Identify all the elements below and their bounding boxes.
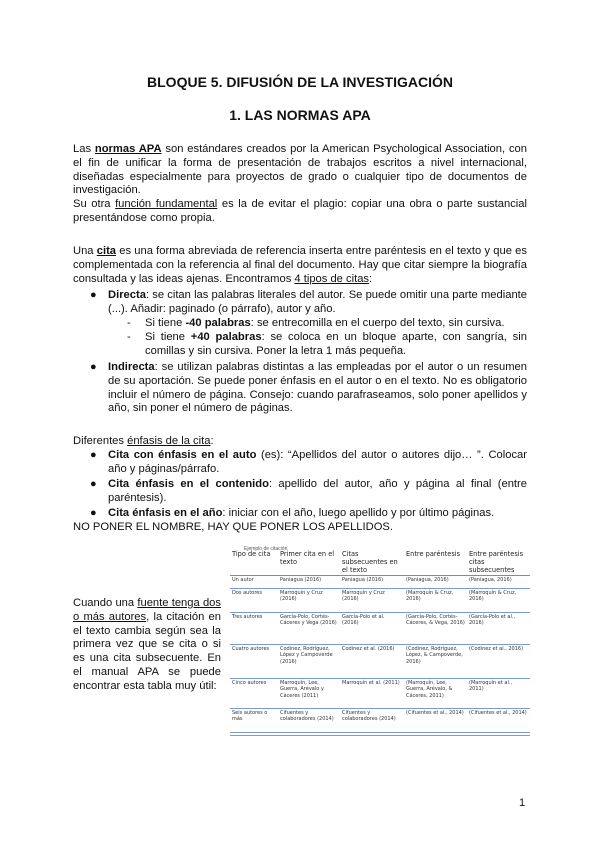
normas-apa-term: normas APA — [94, 143, 162, 155]
table-row — [230, 679, 530, 709]
table-cell: García-Polo, Cortés-Cáceres y Vega (2016) — [278, 613, 340, 645]
table-cell: (Cifuentes et al., 2014) — [467, 709, 530, 733]
directa-sub-2: Si tiene +40 palabras: se coloca en un bloque aparte, con sangría, sin comillas y sin cursiva. Poner la letra 1 más pequeña. — [145, 331, 527, 357]
table-cell: Codinez, Rodríguez, López y Campoverde (2016) — [278, 645, 340, 679]
table-cell: (Codinez, Rodríguez, López, & Campoverde, 2016) — [404, 645, 467, 679]
table-row — [230, 589, 530, 613]
table-cell: (Codinez et al., 2016) — [467, 645, 530, 679]
directa-item: Directa: se citan las palabras literales del autor. Se puede omitir una parte mediante (...). Añadir: paginado (o párrafo), autor y año. — [108, 289, 527, 315]
table-header-cell: Tipo de cita — [230, 549, 278, 576]
dash-icon: - — [127, 331, 131, 343]
table-row — [230, 645, 530, 679]
table-caption: Ejemplo de citación — [244, 546, 288, 552]
intro-paragraph: Las normas APA son estándares creados por la American Psychological Association, con el fin de unificar la forma de presentación de trabajos escritos a nivel internacional, diseñadas especialmente para proyectos de grado o cualquier tipo de documentos de investigación. Su otra función fundamental es la de evitar el plagio: copiar una obra o parte sustancial presentándose como propia. — [73, 143, 527, 224]
cita-paragraph: Una cita es una forma abreviada de referencia inserta entre paréntesis en el texto y que es complementada con la referencia al final del documento. Hay que citar siempre la biografía consultada y las ideas ajenas. Encontramos 4 tipos de citas: — [73, 245, 527, 285]
table-cell: (Paniagua, 2016) — [404, 576, 467, 589]
table-cell: Seis autores o más — [230, 709, 278, 733]
table-cell: (Marroquín & Cruz, 2016) — [404, 589, 467, 613]
cita-term: cita — [96, 245, 117, 257]
table-cell: (Marroquín, Lee, Guerra, Arévalo, & Cáceres, 2011) — [404, 679, 467, 709]
table-cell: Cinco autores — [230, 679, 278, 709]
table-cell: Paniagua (2016) — [340, 576, 404, 589]
dash-icon: - — [127, 317, 131, 329]
table-cell: (García-Polo, Cortés-Cáceres, & Vega, 2016) — [404, 613, 467, 645]
directa-sub-1: Si tiene -40 palabras: se entrecomilla en el cuerpo del texto, sin cursiva. — [145, 317, 505, 329]
page-number: 1 — [519, 797, 526, 809]
enfasis-anio-item: Cita énfasis en el año: iniciar con el año, luego apellido y por último páginas. — [108, 507, 495, 519]
table-cell: García-Polo et al. (2016) — [340, 613, 404, 645]
table-row — [230, 613, 530, 645]
table-row — [230, 709, 530, 733]
page-title: BLOQUE 5. DIFUSIÓN DE LA INVESTIGACIÓN — [147, 74, 453, 90]
section-title: 1. LAS NORMAS APA — [229, 107, 371, 123]
table-cell: (Cifuentes et al., 2014) — [404, 709, 467, 733]
table-header-row — [230, 549, 530, 576]
table-cell: Dos autores — [230, 589, 278, 613]
bullet-icon: ● — [90, 361, 97, 373]
table-header-cell: Entre paréntesis — [404, 549, 467, 576]
apellidos-note: NO PONER EL NOMBRE, HAY QUE PONER LOS APELLIDOS. — [73, 521, 393, 533]
bullet-icon: ● — [90, 507, 97, 519]
enfasis-contenido-item: Cita énfasis en el contenido: apellido del autor, año y página al final (entre paréntesis). — [108, 478, 527, 504]
table-cell: Marroquín, Lee, Guerra, Arévalo y Cáceres (2011) — [278, 679, 340, 709]
citation-table — [230, 549, 530, 733]
bullet-icon: ● — [90, 289, 97, 301]
indirecta-item: Indirecta: se utilizan palabras distintas a las empleadas por el autor o un resumen de su aportación. Se puede poner énfasis en el autor o en el texto. No es obligatorio incluir el número de página. Consejo: cuando parafraseamos, solo poner apellidos y año, sin poner el número de páginas. — [108, 361, 527, 415]
table-cell: Marroquín y Cruz (2016) — [340, 589, 404, 613]
table-cell: (Paniagua, 2016) — [467, 576, 530, 589]
table-cell: (Marroquín & Cruz, 2016) — [467, 589, 530, 613]
table-cell: Cuatro autores — [230, 645, 278, 679]
table-cell: Paniagua (2016) — [278, 576, 340, 589]
enfasis-heading: Diferentes énfasis de la cita: — [73, 435, 214, 447]
table-header-cell: Citas subsecuentes en el texto — [340, 549, 404, 576]
table-cell: Codinez et al. (2016) — [340, 645, 404, 679]
bullet-icon: ● — [90, 449, 97, 461]
table-header-cell: Primer cita en el texto — [278, 549, 340, 576]
bullet-icon: ● — [90, 478, 97, 490]
table-cell: Marroquín y Cruz (2016) — [278, 589, 340, 613]
enfasis-autor-item: Cita con énfasis en el auto (es): “Apellidos del autor o autores dijo… ”. Colocar año y páginas/párrafo. — [108, 449, 527, 475]
table-row — [230, 576, 530, 589]
table-cell: Tres autores — [230, 613, 278, 645]
citation-table-image — [230, 546, 530, 736]
table-cell: (Marroquín et al., 2011) — [467, 679, 530, 709]
tipos-term: 4 tipos de citas — [294, 272, 370, 285]
funcion-term: función fundamental — [115, 198, 218, 211]
table-cell: Un autor — [230, 576, 278, 589]
table-cell: (García-Polo et al., 2016) — [467, 613, 530, 645]
table-header-cell: Entre paréntesis citas subsecuentes — [467, 549, 530, 576]
fuente-term: fuente tenga dos o más autores — [73, 597, 221, 623]
table-cell: Cifuentes y colaboradores (2014) — [340, 709, 404, 733]
fuente-paragraph: Cuando una fuente tenga dos o más autores, la citación en el texto cambia según sea la primera vez que se cita o si es una cita subsecuente. En el manual APA se puede encontrar esta tabla muy útil: — [73, 597, 221, 692]
table-cell: Marroquín et al. (2011) — [340, 679, 404, 709]
table-cell: Cifuentes y colaboradores (2014) — [278, 709, 340, 733]
